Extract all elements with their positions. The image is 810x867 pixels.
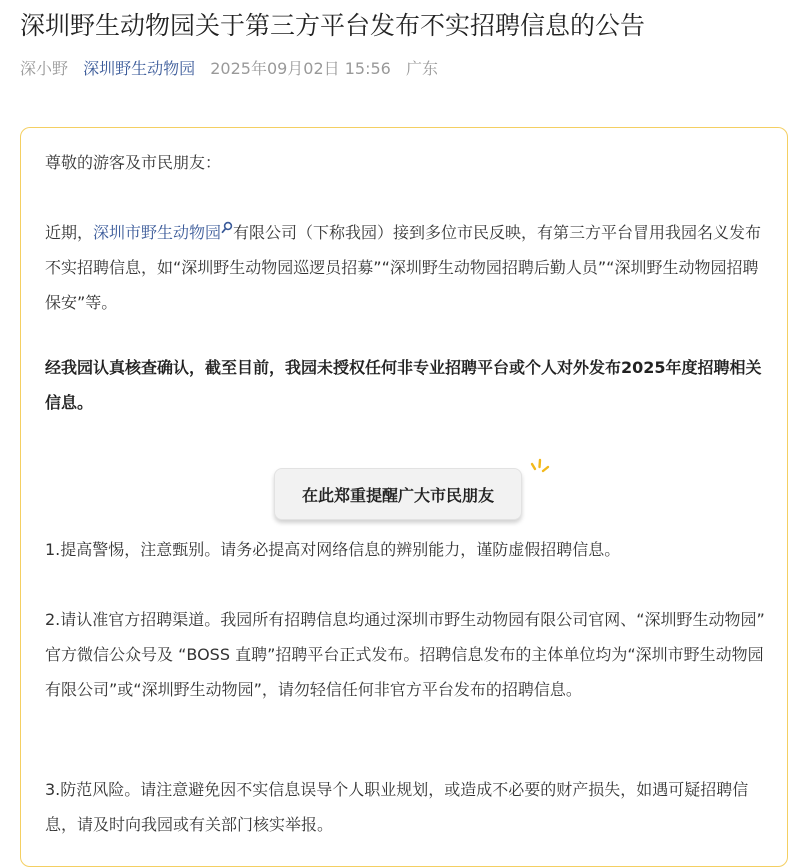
reminder-item-2: 2.请认准官方招聘渠道。我园所有招聘信息均通过深圳市野生动物园有限公司官网、“深圳野生动物园” 官方微信公众号及 “BOSS 直聘”招聘平台正式发布。招聘信息发布的主体单位均为“深圳市野生动物园有限公司”或“深圳野生动物园”，请勿轻信任何非官方平台发布的招聘信息。 [45,610,765,699]
article-title: 深圳野生动物园关于第三方平台发布不实招聘信息的公告 [20,11,646,40]
paragraph-report [45,215,767,320]
zoo-company-link-text[interactable]: 深圳市野生动物园 [93,223,222,242]
notice-card [20,127,788,867]
greeting-text: 尊敬的游客及市民朋友： [45,153,222,172]
sparkle-icon [528,458,552,480]
confirmation-statement: 经我园认真核查确认，截至目前，我园未授权任何非专业招聘平台或个人对外发布2025年度招聘相关信息。 [45,358,762,412]
reminder-item-3: 3.防范风险。请注意避免因不实信息误导个人职业规划，或造成不必要的财产损失，如遇可疑招聘信息，请及时向我园或有关部门核实举报。 [45,780,749,834]
reminder-banner [274,468,554,528]
search-icon[interactable] [221,221,233,235]
reminder-button[interactable]: 在此郑重提醒广大市民朋友 [274,468,522,520]
publish-location: 广东 [405,59,438,78]
author-name[interactable]: 深小野 [20,59,69,78]
paragraph-rest: 有限公司（下称我园）接到多位市民反映，有第三方平台冒用我园名义发布不实招聘信息，如“深圳野生动物园巡逻员招募”“深圳野生动物园招聘后勤人员”“深圳野生动物园招聘保安”等。 [45,223,762,312]
paragraph-prefix: 近期， [45,223,94,242]
zoo-company-link[interactable] [93,223,233,242]
publish-date: 2025年09月02日 15:56 [210,59,391,78]
reminder-item-1: 1.提高警惕，注意甄别。请务必提高对网络信息的辨别能力，谨防虚假招聘信息。 [45,540,621,559]
article-meta [20,56,448,82]
account-name-link[interactable]: 深圳野生动物园 [83,59,196,78]
